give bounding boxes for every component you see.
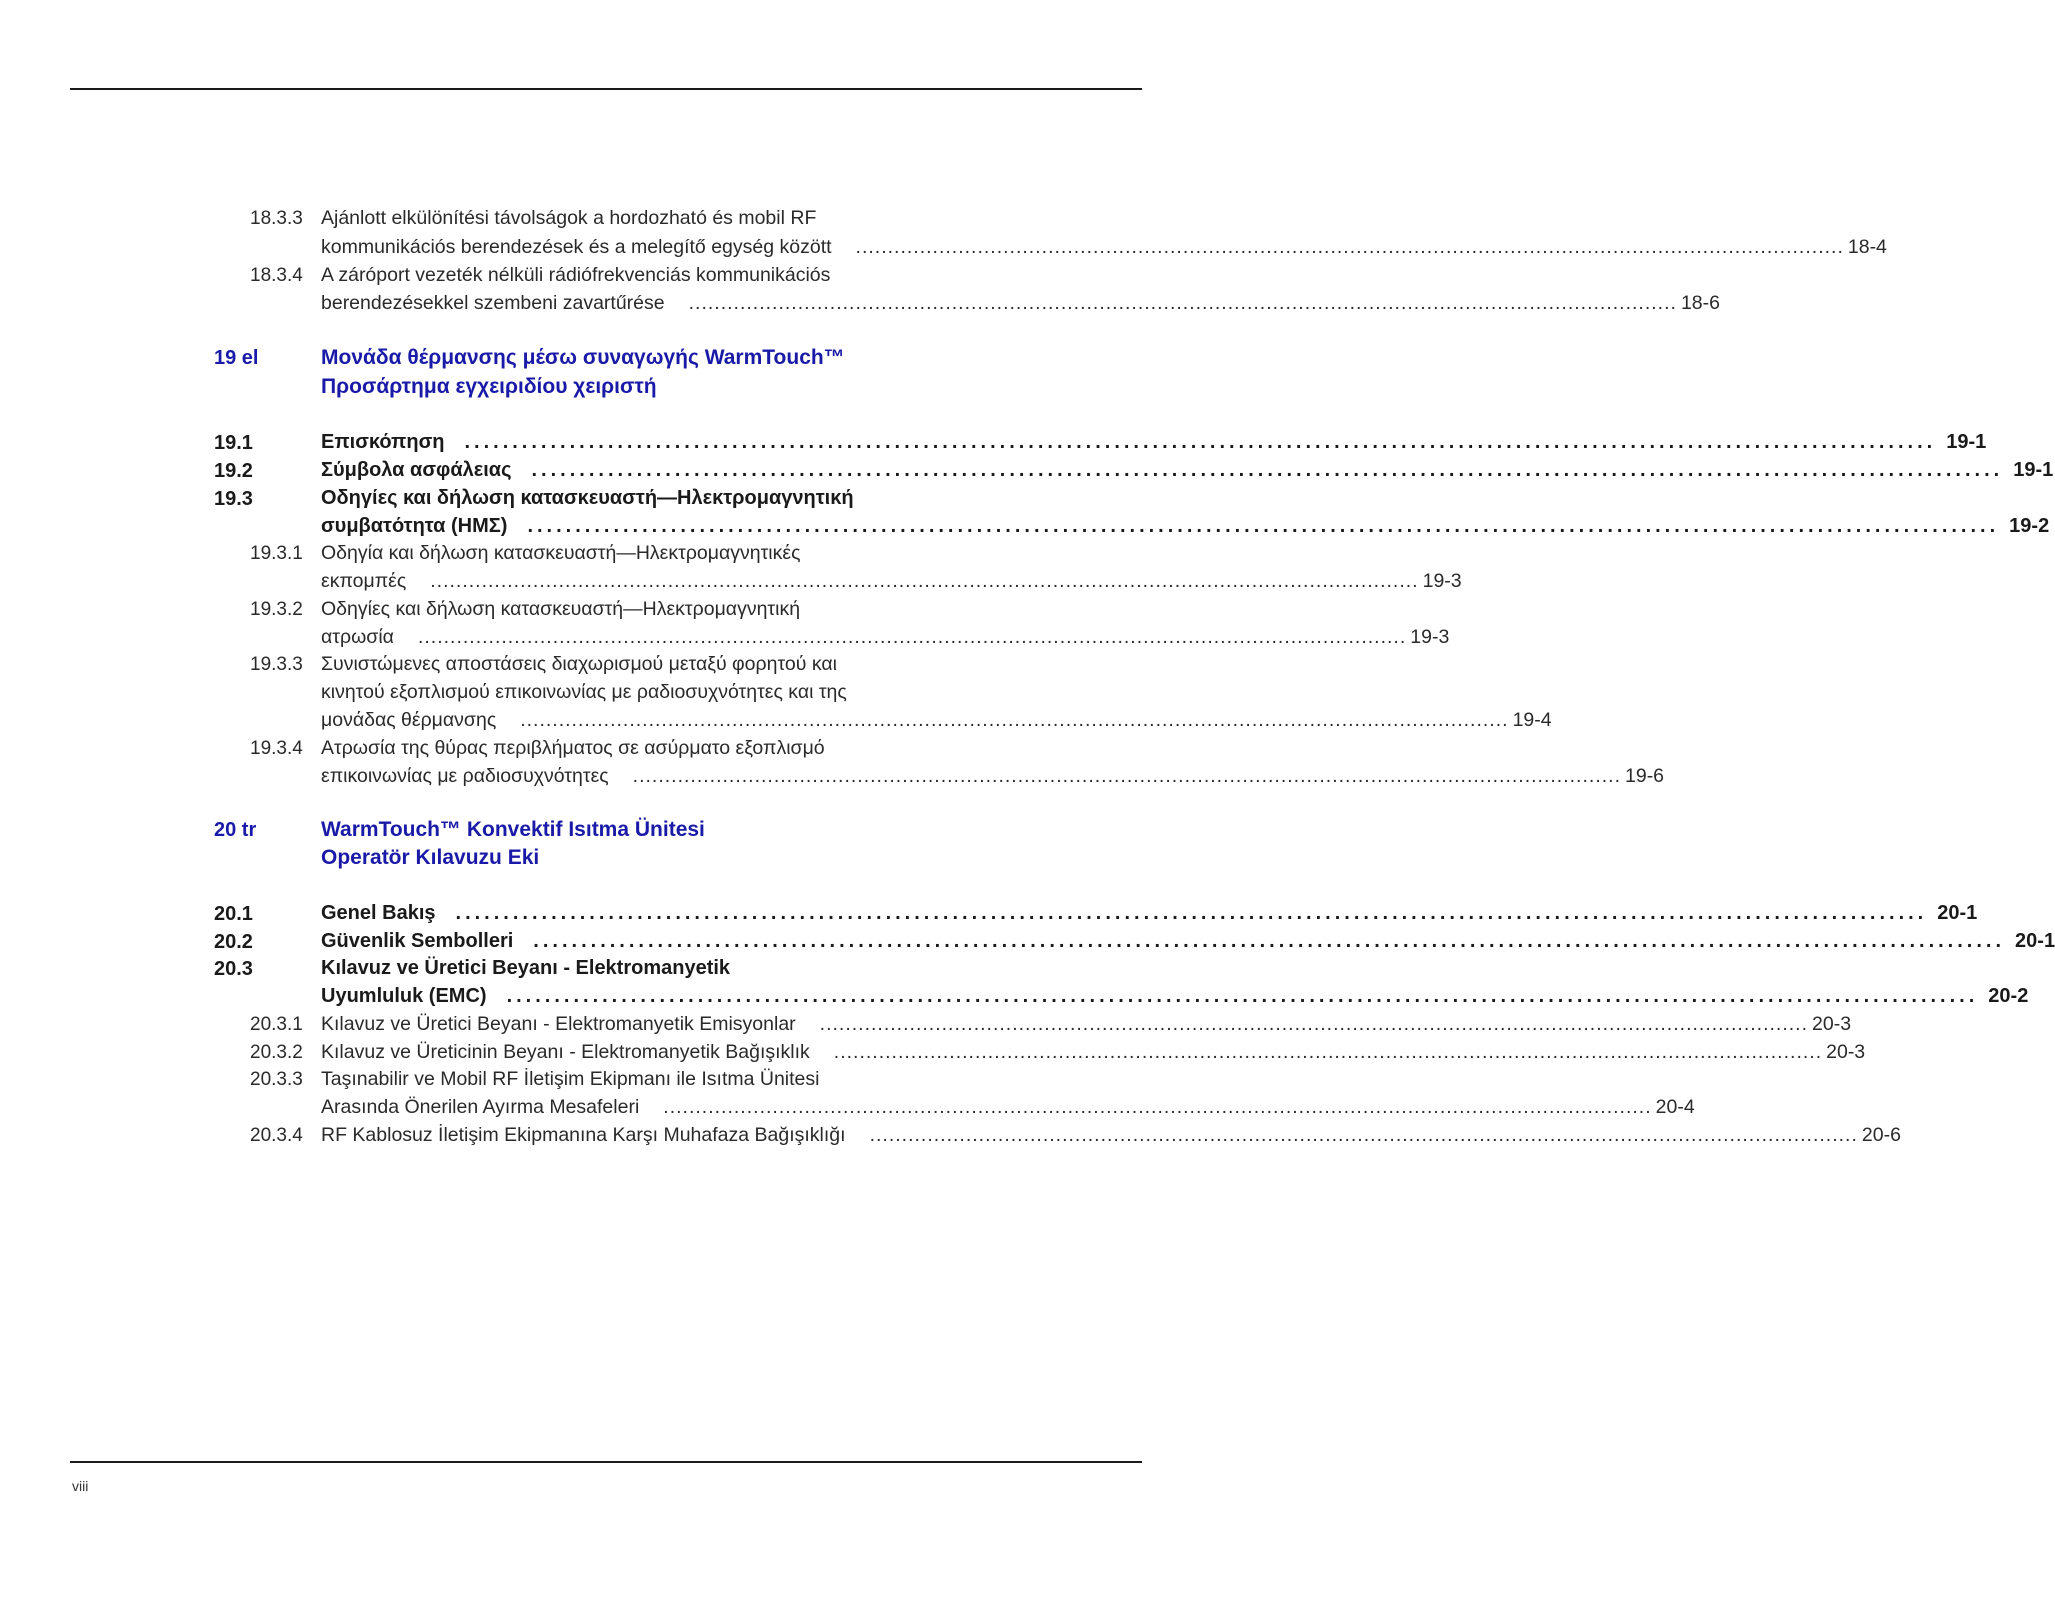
toc-title-line: kommunikációs berendezések és a melegítő egység között <box>321 236 832 258</box>
toc-number: 20.3.2 <box>250 1042 303 1063</box>
toc-title-line: Ajánlott elkülönítési távolságok a hordozható és mobil RF <box>321 207 817 229</box>
dot-leader: .......................................................................................................................................................... <box>527 515 2000 537</box>
toc-number: 20.3.3 <box>250 1069 303 1090</box>
toc-title-line: RF Kablosuz İletişim Ekipmanına Karşı Muhafaza Bağışıklığı <box>321 1124 846 1146</box>
footer-page-number: viii <box>72 1478 89 1494</box>
toc-number: 19.3.3 <box>250 654 303 675</box>
toc-title-line: επικοινωνίας με ραδιοσυχνότητες <box>321 765 609 787</box>
toc-page-number: 19-4 <box>1512 709 1552 731</box>
chapter-number: 19 el <box>214 347 259 369</box>
toc-title-line: ατρωσία <box>321 626 394 648</box>
toc-page-number: 20-3 <box>1812 1013 1852 1035</box>
dot-leader: .......................................................................................................................................................... <box>430 570 1419 592</box>
dot-leader: .......................................................................................................................................................... <box>506 985 1979 1007</box>
toc-title-line: εκπομπές <box>321 570 407 592</box>
toc-number: 20.3 <box>214 958 253 980</box>
dot-leader: .......................................................................................................................................................... <box>833 1041 1823 1063</box>
toc-number: 20.3.4 <box>250 1125 303 1146</box>
toc-number: 20.1 <box>214 903 253 925</box>
chapter-number: 20 tr <box>214 819 257 841</box>
dot-leader: .......................................................................................................................................................... <box>455 902 1928 924</box>
toc-title-line: A záróport vezeték nélküli rádiófrekvenciás kommunikációs <box>321 264 831 286</box>
toc-page-number: 19-2 <box>2009 515 2050 537</box>
dot-leader: .......................................................................................................................................................... <box>533 930 2006 952</box>
toc-page-number: 19-1 <box>2013 459 2054 481</box>
toc-title-line: berendezésekkel szembeni zavartűrése <box>321 292 665 314</box>
toc-page-number: 20-6 <box>1861 1124 1901 1146</box>
toc-page-number: 19-3 <box>1422 570 1462 592</box>
toc-page-number: 19-3 <box>1410 626 1450 648</box>
chapter-title-line: Operatör Kılavuzu Eki <box>321 846 540 869</box>
toc-page-number: 18-4 <box>1847 236 1887 258</box>
toc-title-line: Kılavuz ve Üreticinin Beyanı - Elektromanyetik Bağışıklık <box>321 1041 810 1063</box>
toc-page-number: 20-1 <box>2015 930 2055 952</box>
toc-title-line: Ατρωσία της θύρας περιβλήματος σε ασύρματο εξοπλισμό <box>321 737 825 759</box>
dot-leader: .......................................................................................................................................................... <box>663 1096 1652 1118</box>
toc-title-line: Σύμβολα ασφάλειας <box>321 459 512 481</box>
toc-number: 19.3.1 <box>250 543 303 564</box>
toc-page-number: 20-1 <box>1937 902 1978 924</box>
toc-title-line: Taşınabilir ve Mobil RF İletişim Ekipmanı ile Isıtma Ünitesi <box>321 1068 820 1090</box>
toc-title-line: κινητού εξοπλισμού επικοινωνίας με ραδιοσυχνότητες και της <box>321 681 847 703</box>
chapter-title-line: Μονάδα θέρμανσης μέσω συναγωγής WarmTouch™ <box>321 346 845 369</box>
chapter-title-line: WarmTouch™ Konvektif Isıtma Ünitesi <box>321 818 705 841</box>
toc-page-number: 20-4 <box>1655 1096 1695 1118</box>
toc-title-line: Uyumluluk (EMC) <box>321 985 487 1007</box>
toc-page-number: 20-3 <box>1826 1041 1866 1063</box>
toc-title-line: Kılavuz ve Üretici Beyanı - Elektromanyetik <box>321 957 731 979</box>
toc-number: 19.3.2 <box>250 599 303 620</box>
dot-leader: .......................................................................................................................................................... <box>417 626 1407 648</box>
toc-title-line: συμβατότητα (ΗΜΣ) <box>321 515 508 537</box>
toc-number: 18.3.3 <box>250 208 303 229</box>
toc-title-line: Συνιστώμενες αποστάσεις διαχωρισμού μεταξύ φορητού και <box>321 653 837 675</box>
toc-page-number: 19-6 <box>1625 765 1665 787</box>
toc-title-line: Arasında Önerilen Ayırma Mesafeleri <box>321 1096 640 1118</box>
toc-title-line: μονάδας θέρμανσης <box>321 709 497 731</box>
toc-number: 19.1 <box>214 432 253 454</box>
toc-title-line: Επισκόπηση <box>321 431 445 453</box>
toc-number: 19.2 <box>214 460 253 482</box>
toc-number: 20.2 <box>214 931 253 953</box>
dot-leader: .......................................................................................................................................................... <box>464 431 1937 453</box>
toc-title-line: Genel Bakış <box>321 902 436 924</box>
toc-title-line: Οδηγίες και δήλωση κατασκευαστή—Ηλεκτρομαγνητική <box>321 598 801 620</box>
toc-page-number: 19-1 <box>1946 431 1987 453</box>
toc-title-line: Güvenlik Sembolleri <box>321 930 514 952</box>
toc-title-line: Οδηγίες και δήλωση κατασκευαστή—Ηλεκτρομαγνητική <box>321 487 854 509</box>
header-rule <box>70 88 1142 90</box>
dot-leader: .......................................................................................................................................................... <box>869 1124 1858 1146</box>
toc-page-number: 20-2 <box>1988 985 2029 1007</box>
dot-leader: .......................................................................................................................................................... <box>855 236 1844 258</box>
toc-title-line: Οδηγία και δήλωση κατασκευαστή—Ηλεκτρομαγνητικές <box>321 542 801 564</box>
toc-page-number: 18-6 <box>1680 292 1720 314</box>
toc-number: 18.3.4 <box>250 265 303 286</box>
footer-rule <box>70 1461 1142 1463</box>
dot-leader: .......................................................................................................................................................... <box>688 292 1677 314</box>
chapter-title-line: Προσάρτημα εγχειριδίου χειριστή <box>321 375 657 398</box>
toc-number: 20.3.1 <box>250 1014 303 1035</box>
dot-leader: .......................................................................................................................................................... <box>632 765 1621 787</box>
dot-leader: .......................................................................................................................................................... <box>520 709 1509 731</box>
dot-leader: .......................................................................................................................................................... <box>531 459 2004 481</box>
dot-leader: .......................................................................................................................................................... <box>819 1013 1809 1035</box>
toc-title-line: Kılavuz ve Üretici Beyanı - Elektromanyetik Emisyonlar <box>321 1013 796 1035</box>
toc-number: 19.3.4 <box>250 738 303 759</box>
toc-number: 19.3 <box>214 488 253 510</box>
